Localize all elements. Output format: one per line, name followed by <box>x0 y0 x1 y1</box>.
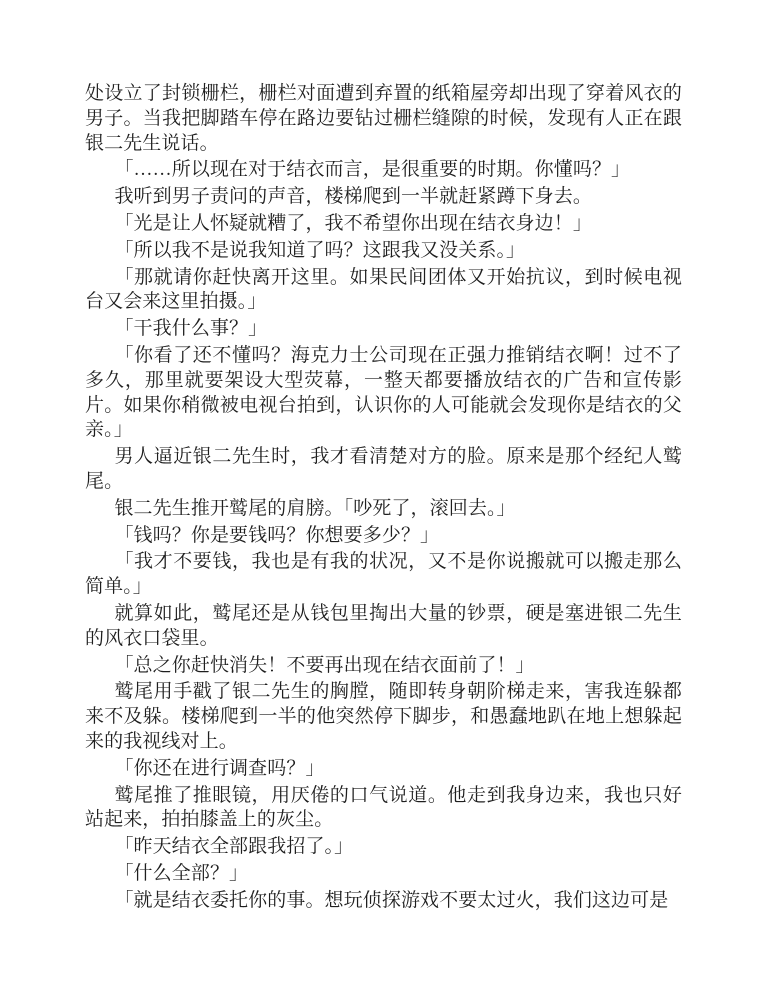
dialogue-paragraph: 「你看了还不懂吗？海克力士公司现在正强力推销结衣啊！过不了多久，那里就要架设大型荧幕，一整天都要播放结衣的广告和宣传影片。如果你稍微被电视台拍到，认识你的人可能就会发现你是结衣的父亲。」 <box>85 344 682 441</box>
dialogue-paragraph: 「我才不要钱，我也是有我的状况，又不是你说搬就可以搬走那么简单。」 <box>85 551 682 598</box>
narration-paragraph: 处设立了封锁栅栏，栅栏对面遭到弃置的纸箱屋旁却出现了穿着风衣的男子。当我把脚踏车停在路边要钻过栅栏缝隙的时候，发现有人正在跟银二先生说话。 <box>85 83 682 154</box>
narration-paragraph: 银二先生推开鹫尾的肩膀。「吵死了，滚回去。」 <box>114 497 516 519</box>
dialogue-paragraph: 「昨天结衣全部跟我招了。」 <box>114 836 354 858</box>
dialogue-paragraph: 「干我什么事？」 <box>114 318 268 340</box>
dialogue-paragraph: 「钱吗？你是要钱吗？你想要多少？」 <box>114 524 440 546</box>
dialogue-paragraph: 「光是让人怀疑就糟了，我不希望你出现在结衣身边！」 <box>114 212 592 234</box>
dialogue-paragraph: 「总之你赶快消失！不要再出现在结衣面前了！」 <box>114 654 535 676</box>
dialogue-paragraph: 「那就请你赶快离开这里。如果民间团体又开始抗议，到时候电视台又会来这里拍摄。」 <box>85 266 682 313</box>
narration-paragraph: 就算如此，鹫尾还是从钱包里掏出大量的钞票，硬是塞进银二先生的风衣口袋里。 <box>85 602 682 649</box>
narration-paragraph: 男人逼近银二先生时，我才看清楚对方的脸。原来是那个经纪人鹫尾。 <box>85 446 682 492</box>
narration-paragraph: 鹫尾推了推眼镜，用厌倦的口气说道。他走到我身边来，我也只好站起来，拍拍膝盖上的灰尘。 <box>85 784 682 831</box>
dialogue-paragraph: 「……所以现在对于结衣而言，是很重要的时期。你懂吗？」 <box>114 159 631 181</box>
dialogue-paragraph: 「就是结衣委托你的事。想玩侦探游戏不要太过火，我们这边可是 <box>114 889 669 911</box>
dialogue-paragraph: 「你还在进行调查吗？」 <box>114 757 325 779</box>
text-column <box>85 80 682 916</box>
narration-paragraph: 我听到男子责问的声音，楼梯爬到一半就赶紧蹲下身去。 <box>114 186 592 208</box>
narration-paragraph: 鹫尾用手戳了银二先生的胸膛，随即转身朝阶梯走来，害我连躲都来不及躲。楼梯爬到一半的他突然停下脚步，和愚蠢地趴在地上想躲起来的我视线对上。 <box>85 681 682 752</box>
dialogue-paragraph: 「什么全部？」 <box>114 862 249 884</box>
dialogue-paragraph: 「所以我不是说我知道了吗？这跟我又没关系。」 <box>114 239 526 261</box>
